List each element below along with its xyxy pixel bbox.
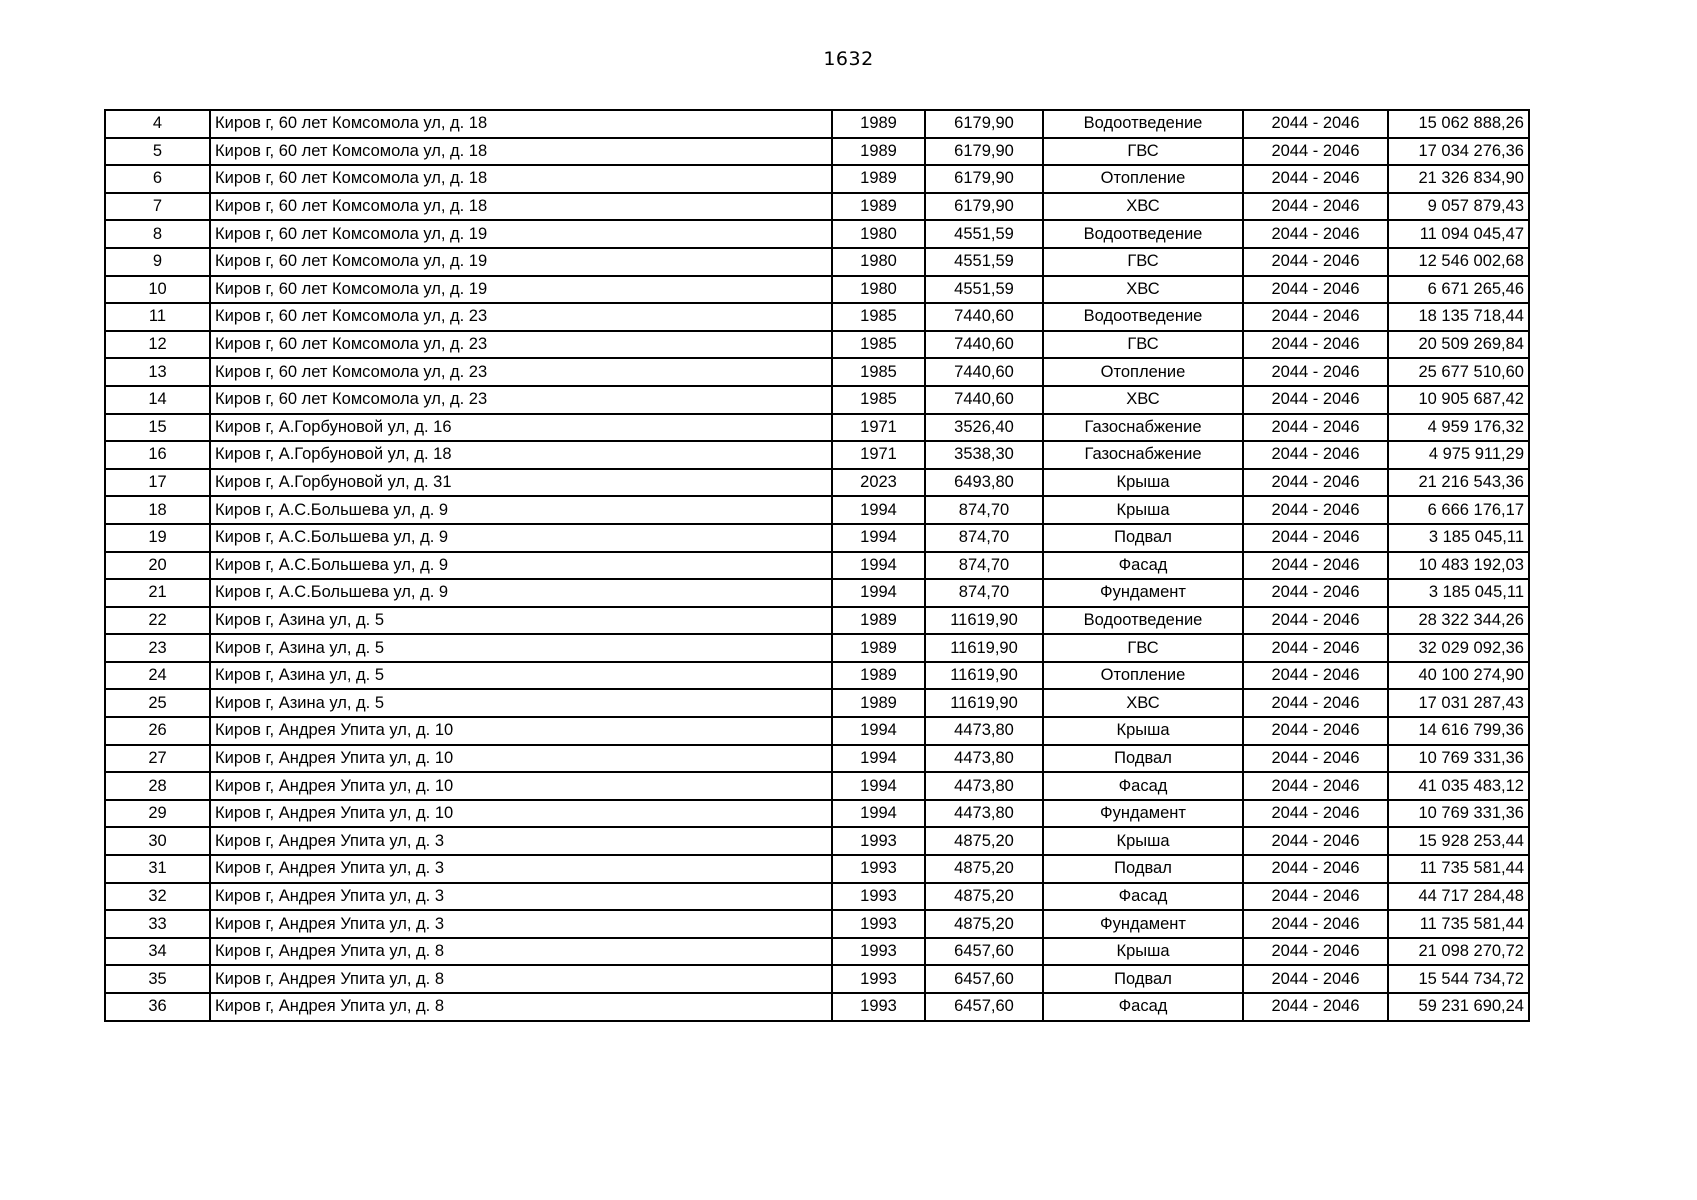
area-cell: 4875,20: [925, 855, 1043, 883]
address-cell: Киров г, 60 лет Комсомола ул, д. 18: [210, 138, 832, 166]
table-row: [105, 800, 1529, 828]
row-number-cell: 23: [105, 634, 210, 662]
year-cell: 1980: [832, 276, 925, 304]
year-cell: 1985: [832, 331, 925, 359]
work-type-cell: Газоснабжение: [1043, 414, 1243, 442]
address-cell: Киров г, А.С.Большева ул, д. 9: [210, 552, 832, 580]
cost-cell: 12 546 002,68: [1388, 248, 1529, 276]
year-cell: 1985: [832, 303, 925, 331]
cost-cell: 59 231 690,24: [1388, 993, 1529, 1021]
work-type-cell: Водоотведение: [1043, 220, 1243, 248]
area-cell: 11619,90: [925, 607, 1043, 635]
cost-cell: 6 666 176,17: [1388, 496, 1529, 524]
table-row: [105, 662, 1529, 690]
area-cell: 4875,20: [925, 910, 1043, 938]
cost-cell: 11 094 045,47: [1388, 220, 1529, 248]
table-row: [105, 138, 1529, 166]
table-row: [105, 276, 1529, 304]
row-number-cell: 33: [105, 910, 210, 938]
period-cell: 2044 - 2046: [1243, 993, 1388, 1021]
table-row: [105, 441, 1529, 469]
address-cell: Киров г, Андрея Упита ул, д. 10: [210, 717, 832, 745]
area-cell: 4473,80: [925, 745, 1043, 773]
cost-cell: 32 029 092,36: [1388, 634, 1529, 662]
address-cell: Киров г, 60 лет Комсомола ул, д. 23: [210, 331, 832, 359]
address-cell: Киров г, Андрея Упита ул, д. 10: [210, 772, 832, 800]
year-cell: 1993: [832, 910, 925, 938]
area-cell: 6179,90: [925, 138, 1043, 166]
table-row: [105, 331, 1529, 359]
period-cell: 2044 - 2046: [1243, 331, 1388, 359]
cost-cell: 4 975 911,29: [1388, 441, 1529, 469]
cost-cell: 15 928 253,44: [1388, 827, 1529, 855]
period-cell: 2044 - 2046: [1243, 938, 1388, 966]
work-type-cell: ХВС: [1043, 689, 1243, 717]
year-cell: 1989: [832, 165, 925, 193]
period-cell: 2044 - 2046: [1243, 717, 1388, 745]
work-type-cell: ГВС: [1043, 248, 1243, 276]
work-type-cell: Фундамент: [1043, 579, 1243, 607]
area-cell: 6179,90: [925, 110, 1043, 138]
row-number-cell: 8: [105, 220, 210, 248]
period-cell: 2044 - 2046: [1243, 248, 1388, 276]
cost-cell: 40 100 274,90: [1388, 662, 1529, 690]
row-number-cell: 34: [105, 938, 210, 966]
year-cell: 2023: [832, 469, 925, 497]
row-number-cell: 9: [105, 248, 210, 276]
cost-cell: 17 034 276,36: [1388, 138, 1529, 166]
row-number-cell: 30: [105, 827, 210, 855]
work-type-cell: Крыша: [1043, 469, 1243, 497]
address-cell: Киров г, 60 лет Комсомола ул, д. 23: [210, 303, 832, 331]
period-cell: 2044 - 2046: [1243, 662, 1388, 690]
period-cell: 2044 - 2046: [1243, 441, 1388, 469]
table-row: [105, 772, 1529, 800]
row-number-cell: 11: [105, 303, 210, 331]
row-number-cell: 4: [105, 110, 210, 138]
period-cell: 2044 - 2046: [1243, 303, 1388, 331]
cost-cell: 18 135 718,44: [1388, 303, 1529, 331]
period-cell: 2044 - 2046: [1243, 827, 1388, 855]
table-row: [105, 248, 1529, 276]
area-cell: 3538,30: [925, 441, 1043, 469]
cost-cell: 21 098 270,72: [1388, 938, 1529, 966]
work-type-cell: ХВС: [1043, 276, 1243, 304]
year-cell: 1989: [832, 607, 925, 635]
area-cell: 4473,80: [925, 800, 1043, 828]
address-cell: Киров г, 60 лет Комсомола ул, д. 19: [210, 220, 832, 248]
area-cell: 4551,59: [925, 220, 1043, 248]
work-type-cell: ГВС: [1043, 138, 1243, 166]
work-type-cell: ГВС: [1043, 331, 1243, 359]
row-number-cell: 22: [105, 607, 210, 635]
cost-cell: 15 544 734,72: [1388, 965, 1529, 993]
row-number-cell: 7: [105, 193, 210, 221]
year-cell: 1993: [832, 938, 925, 966]
year-cell: 1971: [832, 414, 925, 442]
table-row: [105, 745, 1529, 773]
address-cell: Киров г, Андрея Упита ул, д. 10: [210, 745, 832, 773]
address-cell: Киров г, А.Горбуновой ул, д. 31: [210, 469, 832, 497]
area-cell: 4473,80: [925, 772, 1043, 800]
period-cell: 2044 - 2046: [1243, 607, 1388, 635]
year-cell: 1994: [832, 524, 925, 552]
year-cell: 1993: [832, 965, 925, 993]
table-row: [105, 827, 1529, 855]
cost-cell: 3 185 045,11: [1388, 579, 1529, 607]
year-cell: 1994: [832, 800, 925, 828]
row-number-cell: 20: [105, 552, 210, 580]
area-cell: 874,70: [925, 579, 1043, 607]
row-number-cell: 26: [105, 717, 210, 745]
table-row: [105, 855, 1529, 883]
year-cell: 1994: [832, 745, 925, 773]
page-number: 1632: [823, 48, 874, 70]
year-cell: 1994: [832, 772, 925, 800]
address-cell: Киров г, Андрея Упита ул, д. 3: [210, 910, 832, 938]
area-cell: 11619,90: [925, 689, 1043, 717]
row-number-cell: 32: [105, 883, 210, 911]
year-cell: 1989: [832, 689, 925, 717]
year-cell: 1994: [832, 496, 925, 524]
row-number-cell: 18: [105, 496, 210, 524]
area-cell: 6179,90: [925, 165, 1043, 193]
work-type-cell: Отопление: [1043, 165, 1243, 193]
address-cell: Киров г, 60 лет Комсомола ул, д. 19: [210, 248, 832, 276]
row-number-cell: 29: [105, 800, 210, 828]
year-cell: 1980: [832, 248, 925, 276]
table-row: [105, 303, 1529, 331]
cost-cell: 44 717 284,48: [1388, 883, 1529, 911]
row-number-cell: 10: [105, 276, 210, 304]
row-number-cell: 28: [105, 772, 210, 800]
address-cell: Киров г, Андрея Упита ул, д. 3: [210, 827, 832, 855]
area-cell: 6457,60: [925, 938, 1043, 966]
period-cell: 2044 - 2046: [1243, 579, 1388, 607]
year-cell: 1989: [832, 662, 925, 690]
table-row: [105, 469, 1529, 497]
period-cell: 2044 - 2046: [1243, 358, 1388, 386]
year-cell: 1971: [832, 441, 925, 469]
area-cell: 4551,59: [925, 276, 1043, 304]
year-cell: 1989: [832, 634, 925, 662]
area-cell: 6457,60: [925, 965, 1043, 993]
repair-schedule-table: [104, 109, 1530, 1022]
cost-cell: 10 483 192,03: [1388, 552, 1529, 580]
cost-cell: 14 616 799,36: [1388, 717, 1529, 745]
cost-cell: 10 769 331,36: [1388, 800, 1529, 828]
row-number-cell: 6: [105, 165, 210, 193]
work-type-cell: Фундамент: [1043, 800, 1243, 828]
year-cell: 1985: [832, 358, 925, 386]
period-cell: 2044 - 2046: [1243, 524, 1388, 552]
period-cell: 2044 - 2046: [1243, 634, 1388, 662]
period-cell: 2044 - 2046: [1243, 414, 1388, 442]
period-cell: 2044 - 2046: [1243, 496, 1388, 524]
address-cell: Киров г, Азина ул, д. 5: [210, 689, 832, 717]
cost-cell: 10 905 687,42: [1388, 386, 1529, 414]
period-cell: 2044 - 2046: [1243, 110, 1388, 138]
area-cell: 7440,60: [925, 331, 1043, 359]
area-cell: 7440,60: [925, 358, 1043, 386]
cost-cell: 3 185 045,11: [1388, 524, 1529, 552]
address-cell: Киров г, Андрея Упита ул, д. 3: [210, 883, 832, 911]
address-cell: Киров г, А.С.Большева ул, д. 9: [210, 579, 832, 607]
row-number-cell: 24: [105, 662, 210, 690]
table-row: [105, 386, 1529, 414]
year-cell: 1989: [832, 110, 925, 138]
cost-cell: 9 057 879,43: [1388, 193, 1529, 221]
row-number-cell: 25: [105, 689, 210, 717]
period-cell: 2044 - 2046: [1243, 220, 1388, 248]
period-cell: 2044 - 2046: [1243, 745, 1388, 773]
table-row: [105, 496, 1529, 524]
work-type-cell: Отопление: [1043, 662, 1243, 690]
row-number-cell: 17: [105, 469, 210, 497]
work-type-cell: Фасад: [1043, 552, 1243, 580]
table-row: [105, 414, 1529, 442]
year-cell: 1989: [832, 138, 925, 166]
row-number-cell: 12: [105, 331, 210, 359]
area-cell: 6179,90: [925, 193, 1043, 221]
work-type-cell: Подвал: [1043, 965, 1243, 993]
work-type-cell: ХВС: [1043, 193, 1243, 221]
work-type-cell: Водоотведение: [1043, 110, 1243, 138]
year-cell: 1993: [832, 993, 925, 1021]
work-type-cell: Подвал: [1043, 855, 1243, 883]
period-cell: 2044 - 2046: [1243, 855, 1388, 883]
year-cell: 1993: [832, 827, 925, 855]
cost-cell: 25 677 510,60: [1388, 358, 1529, 386]
table-row: [105, 110, 1529, 138]
row-number-cell: 14: [105, 386, 210, 414]
address-cell: Киров г, Азина ул, д. 5: [210, 662, 832, 690]
address-cell: Киров г, 60 лет Комсомола ул, д. 23: [210, 358, 832, 386]
address-cell: Киров г, Андрея Упита ул, д. 8: [210, 938, 832, 966]
row-number-cell: 27: [105, 745, 210, 773]
cost-cell: 17 031 287,43: [1388, 689, 1529, 717]
area-cell: 7440,60: [925, 386, 1043, 414]
table-row: [105, 883, 1529, 911]
work-type-cell: Крыша: [1043, 717, 1243, 745]
row-number-cell: 16: [105, 441, 210, 469]
cost-cell: 15 062 888,26: [1388, 110, 1529, 138]
address-cell: Киров г, А.С.Большева ул, д. 9: [210, 496, 832, 524]
row-number-cell: 19: [105, 524, 210, 552]
address-cell: Киров г, Андрея Упита ул, д. 8: [210, 965, 832, 993]
area-cell: 4875,20: [925, 827, 1043, 855]
cost-cell: 20 509 269,84: [1388, 331, 1529, 359]
address-cell: Киров г, 60 лет Комсомола ул, д. 18: [210, 110, 832, 138]
cost-cell: 21 326 834,90: [1388, 165, 1529, 193]
period-cell: 2044 - 2046: [1243, 800, 1388, 828]
row-number-cell: 21: [105, 579, 210, 607]
year-cell: 1993: [832, 883, 925, 911]
area-cell: 11619,90: [925, 634, 1043, 662]
table-row: [105, 524, 1529, 552]
area-cell: 4551,59: [925, 248, 1043, 276]
table-row: [105, 938, 1529, 966]
cost-cell: 41 035 483,12: [1388, 772, 1529, 800]
row-number-cell: 31: [105, 855, 210, 883]
address-cell: Киров г, Андрея Упита ул, д. 8: [210, 993, 832, 1021]
area-cell: 6457,60: [925, 993, 1043, 1021]
period-cell: 2044 - 2046: [1243, 552, 1388, 580]
row-number-cell: 15: [105, 414, 210, 442]
row-number-cell: 36: [105, 993, 210, 1021]
row-number-cell: 35: [105, 965, 210, 993]
work-type-cell: Фасад: [1043, 883, 1243, 911]
cost-cell: 21 216 543,36: [1388, 469, 1529, 497]
cost-cell: 6 671 265,46: [1388, 276, 1529, 304]
area-cell: 4875,20: [925, 883, 1043, 911]
cost-cell: 10 769 331,36: [1388, 745, 1529, 773]
address-cell: Киров г, А.Горбуновой ул, д. 18: [210, 441, 832, 469]
area-cell: 874,70: [925, 496, 1043, 524]
year-cell: 1993: [832, 855, 925, 883]
period-cell: 2044 - 2046: [1243, 138, 1388, 166]
work-type-cell: Отопление: [1043, 358, 1243, 386]
table-row: [105, 358, 1529, 386]
work-type-cell: Фасад: [1043, 993, 1243, 1021]
work-type-cell: Крыша: [1043, 827, 1243, 855]
period-cell: 2044 - 2046: [1243, 193, 1388, 221]
year-cell: 1985: [832, 386, 925, 414]
cost-cell: 4 959 176,32: [1388, 414, 1529, 442]
work-type-cell: Крыша: [1043, 938, 1243, 966]
area-cell: 7440,60: [925, 303, 1043, 331]
area-cell: 874,70: [925, 524, 1043, 552]
table-row: [105, 634, 1529, 662]
period-cell: 2044 - 2046: [1243, 883, 1388, 911]
address-cell: Киров г, 60 лет Комсомола ул, д. 19: [210, 276, 832, 304]
table-row: [105, 965, 1529, 993]
cost-cell: 11 735 581,44: [1388, 910, 1529, 938]
work-type-cell: Газоснабжение: [1043, 441, 1243, 469]
work-type-cell: Фундамент: [1043, 910, 1243, 938]
table-row: [105, 717, 1529, 745]
work-type-cell: Водоотведение: [1043, 303, 1243, 331]
row-number-cell: 13: [105, 358, 210, 386]
table-row: [105, 193, 1529, 221]
row-number-cell: 5: [105, 138, 210, 166]
table-row: [105, 220, 1529, 248]
work-type-cell: ГВС: [1043, 634, 1243, 662]
year-cell: 1994: [832, 579, 925, 607]
table-row: [105, 552, 1529, 580]
area-cell: 874,70: [925, 552, 1043, 580]
address-cell: Киров г, А.Горбуновой ул, д. 16: [210, 414, 832, 442]
address-cell: Киров г, Андрея Упита ул, д. 3: [210, 855, 832, 883]
address-cell: Киров г, 60 лет Комсомола ул, д. 23: [210, 386, 832, 414]
address-cell: Киров г, 60 лет Комсомола ул, д. 18: [210, 193, 832, 221]
period-cell: 2044 - 2046: [1243, 965, 1388, 993]
address-cell: Киров г, Азина ул, д. 5: [210, 607, 832, 635]
area-cell: 3526,40: [925, 414, 1043, 442]
period-cell: 2044 - 2046: [1243, 910, 1388, 938]
table-row: [105, 689, 1529, 717]
address-cell: Киров г, Азина ул, д. 5: [210, 634, 832, 662]
table-row: [105, 607, 1529, 635]
area-cell: 11619,90: [925, 662, 1043, 690]
work-type-cell: Водоотведение: [1043, 607, 1243, 635]
work-type-cell: Подвал: [1043, 524, 1243, 552]
period-cell: 2044 - 2046: [1243, 689, 1388, 717]
address-cell: Киров г, 60 лет Комсомола ул, д. 18: [210, 165, 832, 193]
period-cell: 2044 - 2046: [1243, 469, 1388, 497]
year-cell: 1994: [832, 717, 925, 745]
period-cell: 2044 - 2046: [1243, 772, 1388, 800]
year-cell: 1994: [832, 552, 925, 580]
work-type-cell: Фасад: [1043, 772, 1243, 800]
period-cell: 2044 - 2046: [1243, 386, 1388, 414]
year-cell: 1980: [832, 220, 925, 248]
table-row: [105, 579, 1529, 607]
period-cell: 2044 - 2046: [1243, 165, 1388, 193]
area-cell: 6493,80: [925, 469, 1043, 497]
table-body: [105, 110, 1529, 1021]
address-cell: Киров г, А.С.Большева ул, д. 9: [210, 524, 832, 552]
table-row: [105, 165, 1529, 193]
period-cell: 2044 - 2046: [1243, 276, 1388, 304]
address-cell: Киров г, Андрея Упита ул, д. 10: [210, 800, 832, 828]
table-row: [105, 910, 1529, 938]
work-type-cell: ХВС: [1043, 386, 1243, 414]
cost-cell: 11 735 581,44: [1388, 855, 1529, 883]
year-cell: 1989: [832, 193, 925, 221]
area-cell: 4473,80: [925, 717, 1043, 745]
work-type-cell: Подвал: [1043, 745, 1243, 773]
cost-cell: 28 322 344,26: [1388, 607, 1529, 635]
work-type-cell: Крыша: [1043, 496, 1243, 524]
table-row: [105, 993, 1529, 1021]
